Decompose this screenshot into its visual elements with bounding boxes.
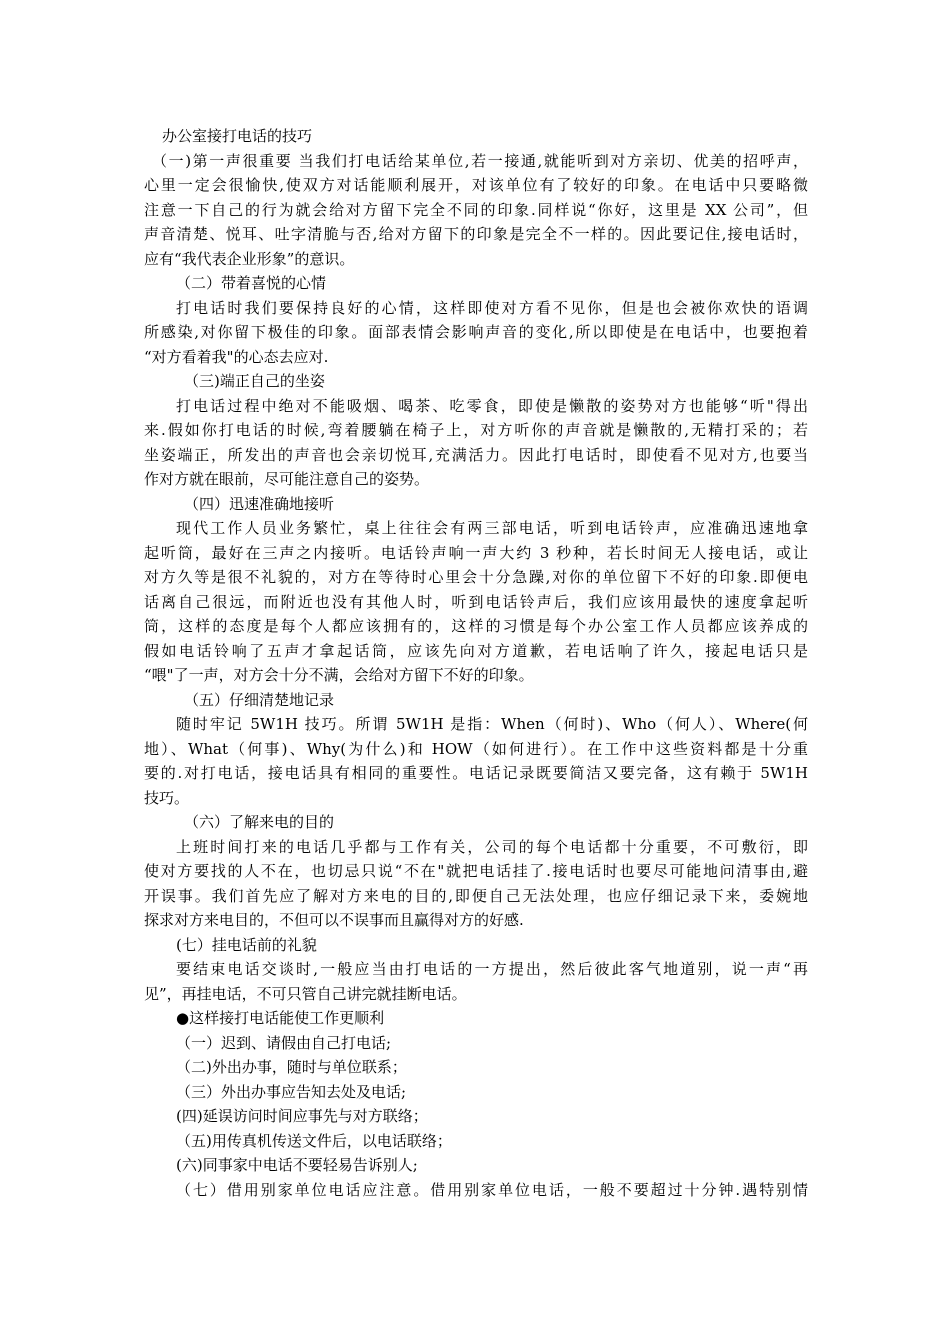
- paragraph-line: 起听筒，最好在三声之内接听。电话铃声响一声大约 3 秒种，若长时间无人接电话，或让: [144, 543, 808, 562]
- list-item: （二)外出办事，随时与单位联系；: [176, 1058, 407, 1076]
- paragraph-line: “对方看着我"的心态去应对.: [144, 347, 329, 366]
- paragraph-line: 筒，这样的态度是每个人都应该拥有的，这样的习惯是每个办公室工作人员都应该养成的: [144, 617, 808, 635]
- paragraph-line: 上班时间打来的电话几乎都与工作有关，公司的每个电话都十分重要，不可敷衍，即: [176, 837, 808, 856]
- paragraph-line: 随时牢记 5W1H 技巧。所谓 5W1H 是指：When（何时)、Who（何人）、Where(何: [176, 715, 808, 733]
- paragraph-line: 注意一下自己的行为就会给对方留下完全不同的印象.同样说“你好，这里是 XX 公司”，但: [144, 200, 808, 219]
- paragraph-line: 对方久等是很不礼貌的，对方在等待时心里会十分急躁,对你的单位留下不好的印象.即便电: [144, 568, 808, 586]
- paragraph-line: 作对方就在眼前，尽可能注意自己的姿势。: [144, 470, 430, 488]
- paragraph-line: 坐姿端正，所发出的声音也会亲切悦耳,充满活力。因此打电话时，即使看不见对方,也要当: [144, 445, 808, 464]
- list-item: （七）借用别家单位电话应注意。借用别家单位电话，一般不要超过十分钟.遇特别情: [176, 1180, 808, 1199]
- paragraph-line: 要结束电话交谈时,一般应当由打电话的一方提出，然后彼此客气地道别，说一声“再: [176, 960, 808, 978]
- list-item: (六)同事家中电话不要轻易告诉别人;: [176, 1156, 418, 1174]
- paragraph-line: 见”，再挂电话，不可只管自己讲完就挂断电话。: [144, 984, 467, 1003]
- list-item: （一）迟到、请假由自己打电话;: [176, 1033, 392, 1052]
- section-heading: (七）挂电话前的礼貌: [176, 935, 317, 954]
- paragraph-line: 打电话时我们要保持良好的心情，这样即使对方看不见你，但是也会被你欢快的语调: [176, 298, 808, 317]
- document-title: 办公室接打电话的技巧: [162, 127, 313, 145]
- list-item: (四)延误访问时间应事先与对方联络；: [176, 1107, 428, 1125]
- paragraph-line: 使对方要找的人不在，也切忌只说“不在"就把电话挂了.接电话时也要尽可能地问清事由,避: [144, 862, 808, 880]
- paragraph-line: 地）、What（何事)、Why(为什么)和 HOW（如何进行）。在工作中这些资料都是十分重: [144, 739, 808, 758]
- section-heading: （五）仔细清楚地记录: [184, 690, 335, 709]
- document-body: [144, 124, 808, 1202]
- paragraph-line: “喂"了一声，对方会十分不满，会给对方留下不好的印象。: [144, 666, 534, 684]
- paragraph-line: 应有“我代表企业形象”的意识。: [144, 249, 355, 268]
- paragraph-line: 打电话过程中绝对不能吸烟、喝茶、吃零食，即使是懒散的姿势对方也能够“听"得出: [176, 396, 808, 415]
- paragraph-line: 开误事。我们首先应了解对方来电的目的,即便自己无法处理，也应仔细记录下来，委婉地: [144, 886, 808, 905]
- paragraph-line: 假如电话铃响了五声才拿起话筒，应该先向对方道歉，若电话响了许久，接起电话只是: [144, 641, 808, 660]
- section-heading: （四）迅速准确地接听: [184, 494, 335, 513]
- section-heading: （三)端正自己的坐姿: [184, 372, 325, 390]
- paragraph-line: 来.假如你打电话的时候,弯着腰躺在椅子上，对方听你的声音就是懒散的,无精打采的；若: [144, 421, 808, 439]
- list-item: （三）外出办事应告知去处及电话;: [176, 1082, 407, 1101]
- paragraph-line: 技巧。: [144, 788, 190, 807]
- paragraph-line: 所感染,对你留下极佳的印象。面部表情会影响声音的变化,所以即使是在电话中，也要抱着: [144, 323, 808, 341]
- paragraph-line: 心里一定会很愉快,使双方对话能顺利展开，对该单位有了较好的印象。在电话中只要略微: [144, 176, 808, 194]
- paragraph-line: 现代工作人员业务繁忙，桌上往往会有两三部电话，听到电话铃声，应准确迅速地拿: [176, 519, 808, 537]
- section-heading: （二）带着喜悦的心情: [176, 274, 327, 292]
- paragraph-line: （一)第一声很重要 当我们打电话给某单位,若一接通,就能听到对方亲切、优美的招呼声，: [152, 151, 808, 170]
- paragraph-line: 要的.对打电话，接电话具有相同的重要性。电话记录既要简洁又要完备，这有赖于 5W1H: [144, 764, 808, 782]
- list-item: （五)用传真机传送文件后，以电话联络；: [176, 1131, 452, 1150]
- paragraph-line: 探求对方来电目的，不但可以不误事而且赢得对方的好感.: [144, 911, 524, 929]
- section-heading: （六）了解来电的目的: [184, 813, 335, 831]
- paragraph-line: 声音清楚、悦耳、吐字清脆与否,给对方留下的印象是完全不一样的。因此要记住,接电话时，: [144, 225, 808, 243]
- paragraph-line: 话离自己很远，而附近也没有其他人时，听到电话铃声后，我们应该用最快的速度拿起听: [144, 592, 808, 611]
- list-heading: ●这样接打电话能使工作更顺利: [176, 1009, 385, 1027]
